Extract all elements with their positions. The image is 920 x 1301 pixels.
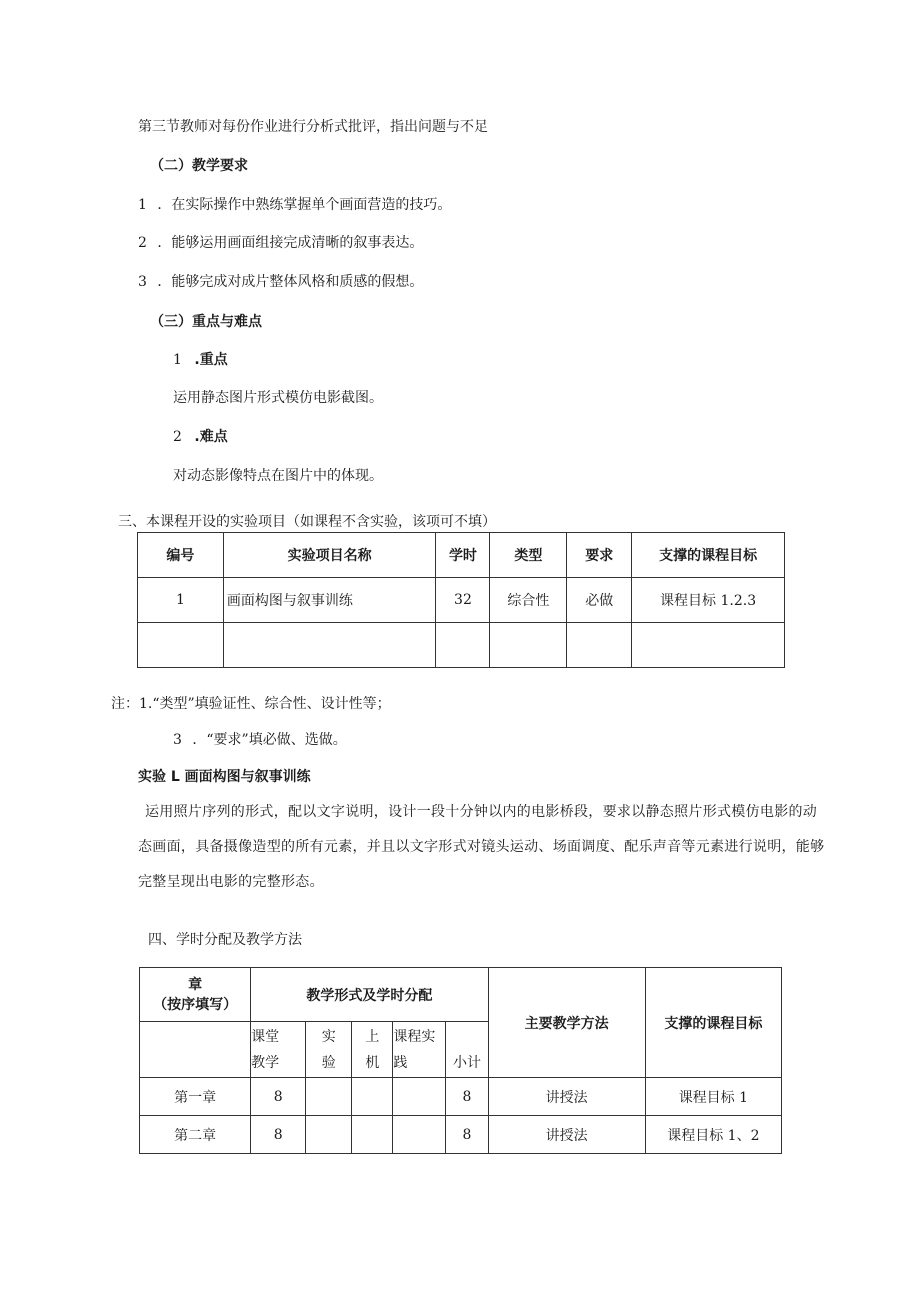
subheader-top: 实 <box>321 1028 336 1045</box>
table-row-empty <box>138 623 785 668</box>
subheader-subtotal <box>446 1022 488 1078</box>
cell-number: 1 <box>138 578 224 623</box>
subheader-top: 课程实 <box>393 1028 436 1045</box>
subheader-bottom: 小计 <box>452 1054 481 1071</box>
note-type: 注：1.“类型”填验证性、综合性、设计性等； <box>111 696 391 712</box>
note-number: 3 <box>173 732 182 748</box>
cell-goal: 课程目标 1 <box>645 1078 781 1116</box>
section-requirements-title: （二）教学要求 <box>150 158 248 174</box>
header-method: 主要教学方法 <box>488 968 645 1078</box>
requirement-number: 1 <box>138 197 147 213</box>
subheader-top: 课堂 <box>251 1028 280 1045</box>
requirement-text: ．能够运用画面组接完成清晰的叙事表达。 <box>157 235 424 251</box>
experiment-title: 实验 L 画面构图与叙事训练 <box>138 769 311 785</box>
hours-header-row <box>140 968 782 1022</box>
difficult-point-label: .难点 <box>194 429 228 445</box>
experiment-description: 运用照片序列的形式，配以文字说明，设计一段十分钟以内的电影桥段，要求以静态照片形式模仿电影的动态画面，具备摄像造型的所有元素，并且以文字形式对镜头运动、场面调度、配乐声音等元素进行说明，能够完整呈现出电影的完整形态。 <box>138 804 825 890</box>
requirement-item-2 <box>138 233 423 253</box>
cell-practice-hours <box>393 1116 446 1154</box>
cell-class-hours: 8 <box>251 1116 306 1154</box>
col-header-hours: 学时 <box>436 533 490 578</box>
col-header-goal: 支撑的课程目标 <box>632 533 785 578</box>
subheader-computer <box>352 1022 393 1078</box>
note-requirement <box>173 730 347 750</box>
key-point-label: .重点 <box>194 352 228 368</box>
subheader-bottom: 机 <box>365 1054 380 1071</box>
requirement-number: 3 <box>138 274 147 290</box>
cell-goal: 课程目标 1.2.3 <box>632 578 785 623</box>
note-text: ．“要求”填必做、选做。 <box>192 732 347 748</box>
section3-title: 三、本课程开设的实验项目（如课程不含实验，该项可不填） <box>118 514 496 530</box>
header-chapter-sub: （按序填写） <box>153 996 238 1013</box>
cell-class-hours: 8 <box>251 1078 306 1116</box>
subheader-bottom: 践 <box>393 1054 408 1071</box>
feedback-line: 第三节教师对每份作业进行分析式批评，指出问题与不足 <box>138 119 488 135</box>
col-header-name: 实验项目名称 <box>223 533 436 578</box>
header-chapter-label: 章 <box>188 976 203 993</box>
col-header-requirement: 要求 <box>567 533 632 578</box>
table-header-row <box>138 533 785 578</box>
cell-chapter: 第一章 <box>140 1078 251 1116</box>
cell-empty <box>567 623 632 668</box>
cell-name: 画面构图与叙事训练 <box>223 578 436 623</box>
experiment-table <box>137 532 785 668</box>
col-header-type: 类型 <box>490 533 567 578</box>
key-point-heading <box>173 350 228 370</box>
cell-method: 讲授法 <box>488 1116 645 1154</box>
cell-hours: 32 <box>436 578 490 623</box>
subheader-bottom: 验 <box>321 1054 336 1071</box>
key-point-text: 运用静态图片形式模仿电影截图。 <box>173 390 383 406</box>
section4-title: 四、学时分配及教学方法 <box>148 932 302 948</box>
subheader-practice <box>393 1022 446 1078</box>
cell-practice-hours <box>393 1078 446 1116</box>
subheader-class <box>251 1022 306 1078</box>
difficult-point-text: 对动态影像特点在图片中的体现。 <box>173 468 383 484</box>
subheader-top <box>446 1024 487 1050</box>
cell-type: 综合性 <box>490 578 567 623</box>
cell-empty <box>490 623 567 668</box>
cell-exp-hours <box>306 1078 352 1116</box>
cell-subtotal: 8 <box>446 1078 488 1116</box>
cell-requirement: 必做 <box>567 578 632 623</box>
subheader-experiment <box>306 1022 352 1078</box>
cell-empty <box>138 623 224 668</box>
hours-table <box>139 967 782 1154</box>
cell-empty <box>223 623 436 668</box>
requirement-item-1 <box>138 195 451 215</box>
header-chapter <box>140 968 251 1022</box>
requirement-item-3 <box>138 272 423 292</box>
key-point-number: 1 <box>173 352 182 368</box>
cell-chapter: 第二章 <box>140 1116 251 1154</box>
cell-method: 讲授法 <box>488 1078 645 1116</box>
cell-empty <box>140 1022 251 1078</box>
requirement-text: ．在实际操作中熟练掌握单个画面营造的技巧。 <box>157 197 452 213</box>
header-teaching-form: 教学形式及学时分配 <box>251 968 488 1022</box>
table-row <box>140 1116 782 1154</box>
cell-goal: 课程目标 1、2 <box>645 1116 781 1154</box>
difficult-point-heading <box>173 427 228 447</box>
section-key-points-title: （三）重点与难点 <box>150 314 262 330</box>
subheader-top: 上 <box>365 1028 380 1045</box>
cell-empty <box>632 623 785 668</box>
subheader-bottom: 教学 <box>251 1054 280 1071</box>
cell-empty <box>436 623 490 668</box>
cell-computer-hours <box>352 1116 393 1154</box>
cell-subtotal: 8 <box>446 1116 488 1154</box>
cell-computer-hours <box>352 1078 393 1116</box>
requirement-number: 2 <box>138 235 147 251</box>
col-header-number: 编号 <box>138 533 224 578</box>
cell-exp-hours <box>306 1116 352 1154</box>
table-row <box>138 578 785 623</box>
header-goal: 支撑的课程目标 <box>645 968 781 1078</box>
table-row <box>140 1078 782 1116</box>
difficult-point-number: 2 <box>173 429 182 445</box>
requirement-text: ．能够完成对成片整体风格和质感的假想。 <box>157 274 424 290</box>
